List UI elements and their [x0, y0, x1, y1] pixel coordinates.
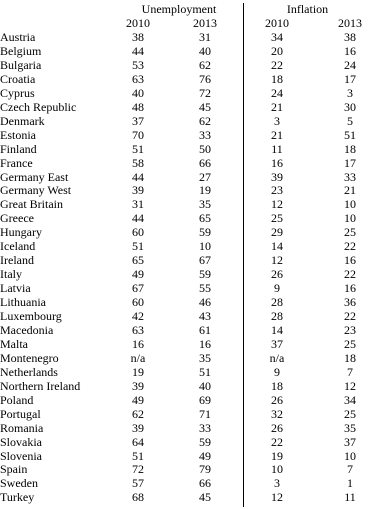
inflation-2010-value: 21 [271, 127, 283, 142]
country-name: Sweden [0, 476, 38, 491]
inflation-2013-value: 36 [344, 295, 356, 310]
country-name: Malta [0, 336, 28, 351]
inflation-2013-value: 18 [344, 350, 356, 365]
inflation-2010-value: 23 [271, 183, 283, 198]
unemployment-2013-value: 72 [199, 85, 211, 100]
country-name: France [0, 155, 33, 170]
inflation-2013-value: 10 [344, 211, 356, 226]
table-row [0, 393, 368, 407]
inflation-2010-value: 29 [271, 225, 283, 240]
inflation-2010-value: 18 [271, 71, 283, 86]
unemployment-2013-value: 76 [199, 71, 211, 86]
unemployment-2010-value: 68 [132, 490, 144, 505]
unemployment-2013-value: 40 [199, 378, 211, 393]
unemployment-2010-value: 63 [132, 71, 144, 86]
unemployment-2013-value: 45 [199, 490, 211, 505]
year-header-unemployment-2013: 2013 [193, 16, 217, 30]
table-row [0, 295, 368, 309]
inflation-2010-value: 19 [271, 448, 283, 463]
unemployment-2010-value: 51 [132, 239, 144, 254]
country-name: Great Britain [0, 197, 63, 212]
country-name: Ireland [0, 253, 34, 268]
unemployment-2010-value: 62 [132, 406, 144, 421]
unemployment-2010-value: 72 [132, 462, 144, 477]
inflation-2010-value: 22 [271, 434, 283, 449]
unemployment-2013-value: 50 [199, 141, 211, 156]
table-row [0, 72, 368, 86]
unemployment-2013-value: 10 [199, 239, 211, 254]
country-name: Italy [0, 267, 22, 282]
unemployment-2010-value: 51 [132, 448, 144, 463]
unemployment-2010-value: 38 [132, 30, 144, 44]
unemployment-2013-value: 66 [199, 155, 211, 170]
table-row [0, 337, 368, 351]
inflation-2013-value: 10 [344, 448, 356, 463]
inflation-group-header: Inflation [286, 2, 329, 16]
inflation-2013-value: 22 [344, 309, 356, 323]
inflation-2010-value: 39 [271, 169, 283, 184]
unemployment-2013-value: 49 [199, 448, 211, 463]
country-name: Croatia [0, 71, 36, 86]
inflation-2013-value: 23 [344, 322, 356, 337]
inflation-2013-value: 22 [344, 267, 356, 282]
unemployment-2010-value: 49 [132, 392, 144, 407]
unemployment-2010-value: 57 [132, 476, 144, 491]
unemployment-2013-value: 16 [199, 336, 211, 351]
year-header-inflation-2013: 2013 [338, 16, 362, 30]
unemployment-2010-value: 16 [132, 336, 144, 351]
inflation-2010-value: 12 [271, 253, 283, 268]
inflation-2010-value: 26 [271, 267, 283, 282]
table-row [0, 170, 368, 184]
country-name: Luxembourg [0, 309, 62, 323]
inflation-2013-value: 25 [344, 406, 356, 421]
inflation-2010-value: 28 [271, 295, 283, 310]
inflation-2010-value: 25 [271, 211, 283, 226]
country-name: Germany West [0, 183, 72, 198]
country-name: Lithuania [0, 295, 46, 310]
inflation-2010-value: 3 [274, 113, 280, 128]
unemployment-2013-value: 40 [199, 43, 211, 58]
inflation-2010-value: 28 [271, 309, 283, 323]
unemployment-2013-value: 55 [199, 281, 211, 296]
inflation-2013-value: 30 [344, 99, 356, 114]
country-name: Germany East [0, 169, 69, 184]
table-row [0, 225, 368, 239]
inflation-2013-value: 7 [347, 462, 353, 477]
country-name: Bulgaria [0, 57, 42, 72]
unemployment-2010-value: 65 [132, 253, 144, 268]
unemployment-2010-value: 60 [132, 225, 144, 240]
year-header-inflation-2010: 2010 [265, 16, 289, 30]
table-row [0, 114, 368, 128]
unemployment-2010-value: 70 [132, 127, 144, 142]
country-name: Northern Ireland [0, 378, 81, 393]
inflation-2010-value: 10 [271, 462, 283, 477]
table-row [0, 449, 368, 463]
unemployment-group-header: Unemployment [141, 2, 217, 16]
table-row [0, 407, 368, 421]
inflation-2010-value: 22 [271, 57, 283, 72]
unemployment-2010-value: 39 [132, 378, 144, 393]
country-name: Poland [0, 392, 34, 407]
inflation-2013-value: 33 [344, 169, 356, 184]
inflation-2013-value: 16 [344, 43, 356, 58]
unemployment-2010-value: 48 [132, 99, 144, 114]
unemployment-2013-value: 45 [199, 99, 211, 114]
inflation-2013-value: 18 [344, 141, 356, 156]
inflation-2010-value: 21 [271, 99, 283, 114]
unemployment-2010-value: 64 [132, 434, 144, 449]
country-name: Macedonia [0, 322, 54, 337]
unemployment-2013-value: 31 [199, 30, 211, 44]
country-name: Cyprus [0, 85, 35, 100]
unemployment-2010-value: 19 [132, 364, 144, 379]
inflation-2013-value: 16 [344, 281, 356, 296]
table-row [0, 142, 368, 156]
country-name: Romania [0, 420, 44, 435]
table-row [0, 323, 368, 337]
unemployment-2013-value: 35 [199, 197, 211, 212]
unemployment-2010-value: 53 [132, 57, 144, 72]
country-name: Montenegro [0, 350, 59, 365]
table-row [0, 183, 368, 197]
unemployment-2013-value: 43 [199, 309, 211, 323]
inflation-2010-value: 16 [271, 155, 283, 170]
country-name: Netherlands [0, 364, 58, 379]
unemployment-2010-value: 49 [132, 267, 144, 282]
country-name: Belgium [0, 43, 42, 58]
unemployment-2010-value: 31 [132, 197, 144, 212]
year-header-unemployment-2010: 2010 [126, 16, 150, 30]
inflation-2013-value: 17 [344, 155, 356, 170]
table-row [0, 267, 368, 281]
unemployment-2010-value: 60 [132, 295, 144, 310]
table-row [0, 211, 368, 225]
inflation-2013-value: 12 [344, 378, 356, 393]
unemployment-2013-value: 71 [199, 406, 211, 421]
inflation-2013-value: 25 [344, 225, 356, 240]
inflation-2010-value: 37 [271, 336, 283, 351]
table-row [0, 462, 368, 476]
unemployment-2010-value: 42 [132, 309, 144, 323]
country-name: Czech Republic [0, 99, 77, 114]
unemployment-2010-value: 37 [132, 113, 144, 128]
inflation-2013-value: 24 [344, 57, 356, 72]
table-row [0, 435, 368, 449]
inflation-2010-value: 14 [271, 239, 283, 254]
country-name: Latvia [0, 281, 31, 296]
unemployment-2013-value: 51 [199, 364, 211, 379]
unemployment-2010-value: 67 [132, 281, 144, 296]
unemployment-2010-value: 40 [132, 85, 144, 100]
table-row [0, 100, 368, 114]
inflation-2010-value: 14 [271, 322, 283, 337]
inflation-2010-value: 9 [274, 364, 280, 379]
unemployment-2010-value: 44 [132, 211, 144, 226]
country-name: Denmark [0, 113, 45, 128]
unemployment-2013-value: 65 [199, 211, 211, 226]
table-row [0, 309, 368, 323]
inflation-2013-value: 10 [344, 197, 356, 212]
inflation-2010-value: 26 [271, 392, 283, 407]
unemployment-2013-value: 62 [199, 113, 211, 128]
inflation-2010-value: 32 [271, 406, 283, 421]
country-name: Hungary [0, 225, 42, 240]
inflation-2013-value: 3 [347, 85, 353, 100]
unemployment-2013-value: 59 [199, 225, 211, 240]
table-row [0, 253, 368, 267]
unemployment-2010-value: 39 [132, 420, 144, 435]
inflation-2013-value: 35 [344, 420, 356, 435]
inflation-2013-value: 34 [344, 392, 356, 407]
unemployment-2010-value: 63 [132, 322, 144, 337]
table-row [0, 86, 368, 100]
country-name: Portugal [0, 406, 41, 421]
unemployment-2010-value: 58 [132, 155, 144, 170]
unemployment-2013-value: 66 [199, 476, 211, 491]
unemployment-2013-value: 19 [199, 183, 211, 198]
table-row [0, 156, 368, 170]
unemployment-2013-value: 33 [199, 127, 211, 142]
country-name: Austria [0, 30, 36, 44]
unemployment-2013-value: 27 [199, 169, 211, 184]
unemployment-2013-value: 59 [199, 267, 211, 282]
table-row [0, 30, 368, 44]
unemployment-2013-value: 46 [199, 295, 211, 310]
unemployment-2010-value: 51 [132, 141, 144, 156]
inflation-2013-value: 11 [344, 490, 356, 505]
table-row [0, 476, 368, 490]
inflation-2010-value: 12 [271, 490, 283, 505]
unemployment-2010-value: 44 [132, 43, 144, 58]
country-name: Finland [0, 141, 37, 156]
inflation-2010-value: 3 [274, 476, 280, 491]
inflation-2013-value: 22 [344, 239, 356, 254]
inflation-2013-value: 5 [347, 113, 353, 128]
unemployment-2010-value: 39 [132, 183, 144, 198]
unemployment-2013-value: 79 [199, 462, 211, 477]
table-row [0, 197, 368, 211]
inflation-2013-value: 37 [344, 434, 356, 449]
inflation-2010-value: 34 [271, 30, 283, 44]
country-name: Spain [0, 462, 28, 477]
inflation-2010-value: 20 [271, 43, 283, 58]
table-row [0, 365, 368, 379]
year-header-row [0, 16, 368, 30]
inflation-2013-value: 25 [344, 336, 356, 351]
inflation-2010-value: 26 [271, 420, 283, 435]
country-name: Estonia [0, 127, 36, 142]
unemployment-2013-value: 69 [199, 392, 211, 407]
inflation-2010-value: 11 [271, 141, 283, 156]
table-row [0, 281, 368, 295]
inflation-2013-value: 7 [347, 364, 353, 379]
table-row [0, 58, 368, 72]
unemployment-2010-value: n/a [130, 350, 146, 365]
table-row [0, 351, 368, 365]
inflation-2013-value: 38 [344, 30, 356, 44]
country-name: Greece [0, 211, 34, 226]
inflation-2013-value: 51 [344, 127, 356, 142]
inflation-2010-value: 18 [271, 378, 283, 393]
unemployment-2013-value: 62 [199, 57, 211, 72]
country-name: Iceland [0, 239, 36, 254]
table-row [0, 490, 368, 504]
table-row [0, 44, 368, 58]
inflation-2010-value: 12 [271, 197, 283, 212]
inflation-2013-value: 17 [344, 71, 356, 86]
table-row [0, 421, 368, 435]
inflation-2010-value: 9 [274, 281, 280, 296]
unemployment-2013-value: 59 [199, 434, 211, 449]
table-row [0, 128, 368, 142]
inflation-2013-value: 21 [344, 183, 356, 198]
inflation-2010-value: 24 [271, 85, 283, 100]
inflation-2013-value: 16 [344, 253, 356, 268]
table-row [0, 239, 368, 253]
country-name: Slovenia [0, 448, 42, 463]
table-row [0, 379, 368, 393]
unemployment-2010-value: 44 [132, 169, 144, 184]
unemployment-2013-value: 33 [199, 420, 211, 435]
unemployment-2013-value: 35 [199, 350, 211, 365]
unemployment-2013-value: 61 [199, 322, 211, 337]
country-name: Turkey [0, 490, 35, 505]
country-name: Slovakia [0, 434, 42, 449]
inflation-2010-value: n/a [269, 350, 285, 365]
inflation-2013-value: 1 [347, 476, 353, 491]
unemployment-2013-value: 67 [199, 253, 211, 268]
